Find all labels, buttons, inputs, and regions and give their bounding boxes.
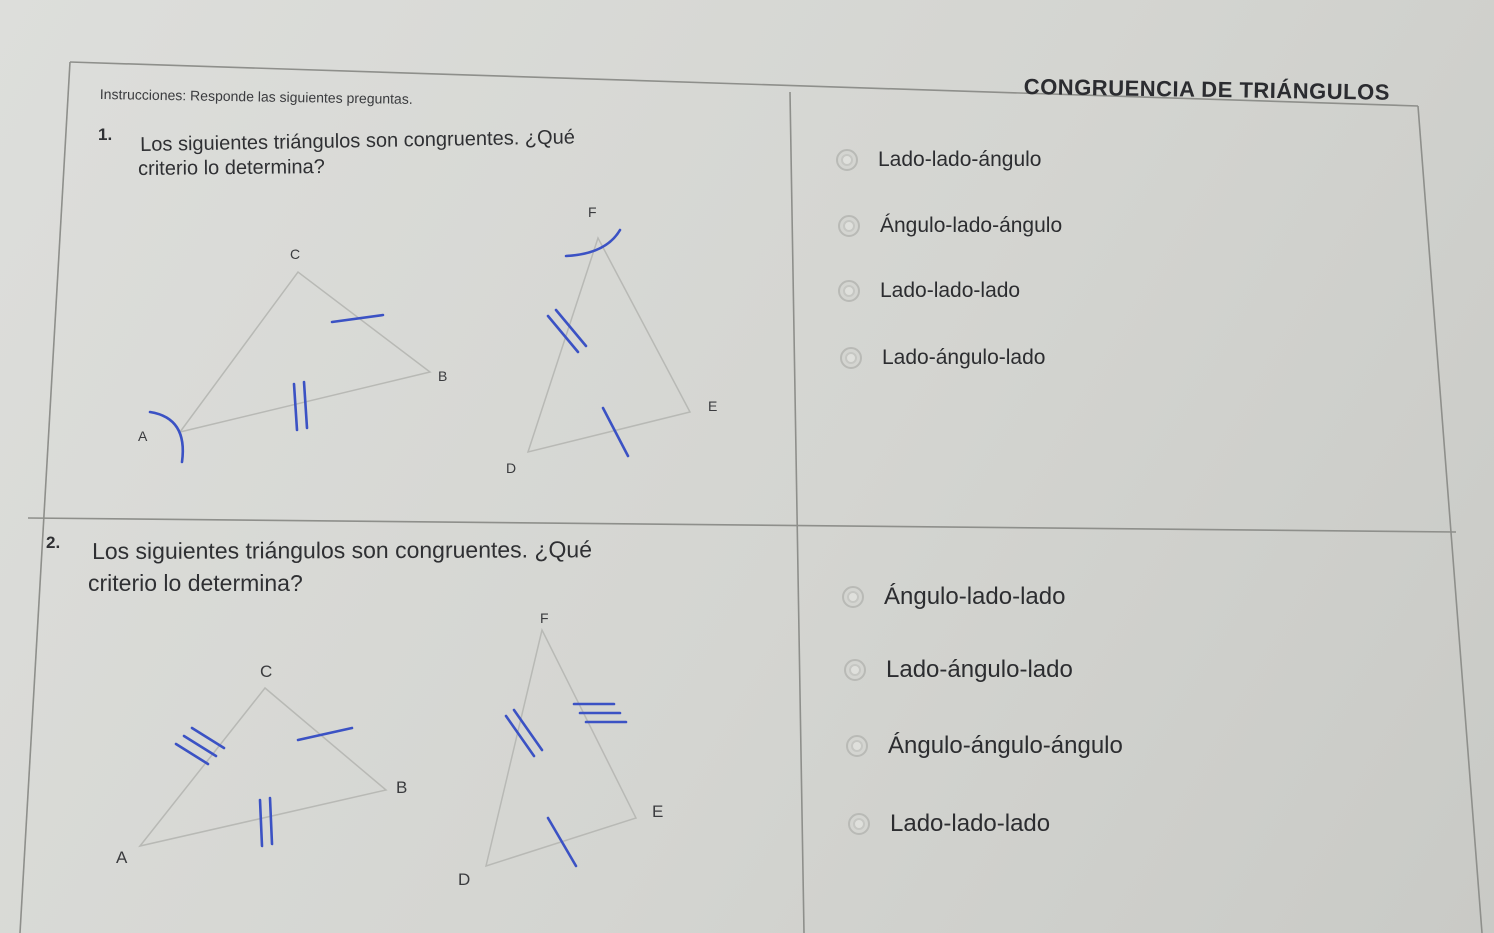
radio-button[interactable] [848, 813, 870, 835]
q2-option-1[interactable] [842, 583, 1065, 611]
q1-option-1[interactable] [836, 148, 1041, 172]
q2-vertex-e: E [652, 802, 664, 821]
q2-text-line2: criterio lo determina? [88, 570, 303, 596]
q2-triangle-def-outline [486, 630, 636, 866]
q1-vertex-f: F [588, 204, 597, 220]
table-middle-divider [790, 92, 804, 933]
q2-vertex-a: A [116, 848, 128, 867]
q2-option-1-label: Ángulo-lado-lado [884, 583, 1066, 610]
table-grid [20, 62, 1482, 933]
table-row-divider [28, 518, 1456, 532]
q2-option-4-label: Lado-lado-lado [890, 810, 1051, 837]
q2-option-3[interactable] [846, 732, 1123, 760]
q1-vertex-b: B [438, 368, 448, 384]
q1-number: 1. [98, 125, 113, 144]
q2-tick-mark-ab-1 [260, 800, 262, 846]
q2-vertex-b: B [396, 778, 408, 797]
q2-triangle-def [486, 630, 636, 866]
q2-triangle-abc-outline [140, 688, 386, 846]
q2-option-3-label: Ángulo-ángulo-ángulo [888, 732, 1123, 759]
worksheet-title: CONGRUENCIA DE TRIÁNGULOS [1023, 74, 1391, 105]
table-left-border [20, 62, 70, 933]
q2-vertex-c: C [260, 662, 273, 681]
radio-button[interactable] [840, 347, 862, 369]
radio-button[interactable] [846, 735, 868, 757]
q1-angle-mark-f [566, 230, 620, 256]
q1-option-2[interactable] [838, 214, 1062, 238]
q1-triangle-def [528, 230, 690, 456]
q1-text-line1: Los siguientes triángulos son congruentes. ¿Qué [140, 126, 576, 156]
q1-tick-mark-ab-2 [304, 382, 307, 428]
q1-angle-mark-a [150, 412, 183, 462]
q1-tick-mark-cb [332, 315, 383, 322]
q1-vertex-e: E [708, 398, 718, 414]
q2-vertex-d: D [458, 870, 471, 889]
q1-option-2-label: Ángulo-lado-ángulo [880, 214, 1063, 237]
q2-option-2-label: Lado-ángulo-lado [886, 656, 1073, 683]
q2-option-2[interactable] [844, 656, 1073, 684]
radio-button[interactable] [838, 280, 860, 302]
q2-option-4[interactable] [848, 810, 1050, 838]
q2-tick-mark-de [548, 818, 576, 866]
q1-vertex-c: C [290, 246, 301, 262]
q1-tick-mark-df-2 [556, 310, 586, 346]
q1-tick-mark-ab-1 [294, 384, 297, 430]
q1-option-3-label: Lado-lado-lado [880, 279, 1021, 302]
q1-triangle-abc [150, 272, 430, 462]
q1-option-3[interactable] [838, 279, 1020, 303]
q2-number: 2. [46, 533, 61, 552]
radio-button[interactable] [844, 659, 866, 681]
radio-button[interactable] [836, 149, 858, 171]
q1-vertex-a: A [138, 428, 148, 444]
q1-vertex-d: D [506, 460, 517, 476]
radio-button[interactable] [838, 215, 860, 237]
q2-vertex-f: F [540, 610, 549, 626]
q1-text-line2: criterio lo determina? [138, 156, 325, 180]
q2-triangle-abc [140, 688, 386, 846]
instructions: Instrucciones: Responde las siguientes preguntas. [99, 86, 413, 107]
q1-option-4[interactable] [840, 346, 1045, 370]
q2-tick-mark-ab-2 [270, 798, 272, 844]
q2-text-line1: Los siguientes triángulos son congruentes. ¿Qué [92, 536, 593, 564]
table-right-border [1418, 106, 1482, 933]
radio-button[interactable] [842, 586, 864, 608]
q1-option-1-label: Lado-lado-ángulo [878, 148, 1042, 171]
q1-option-4-label: Lado-ángulo-lado [882, 346, 1046, 369]
